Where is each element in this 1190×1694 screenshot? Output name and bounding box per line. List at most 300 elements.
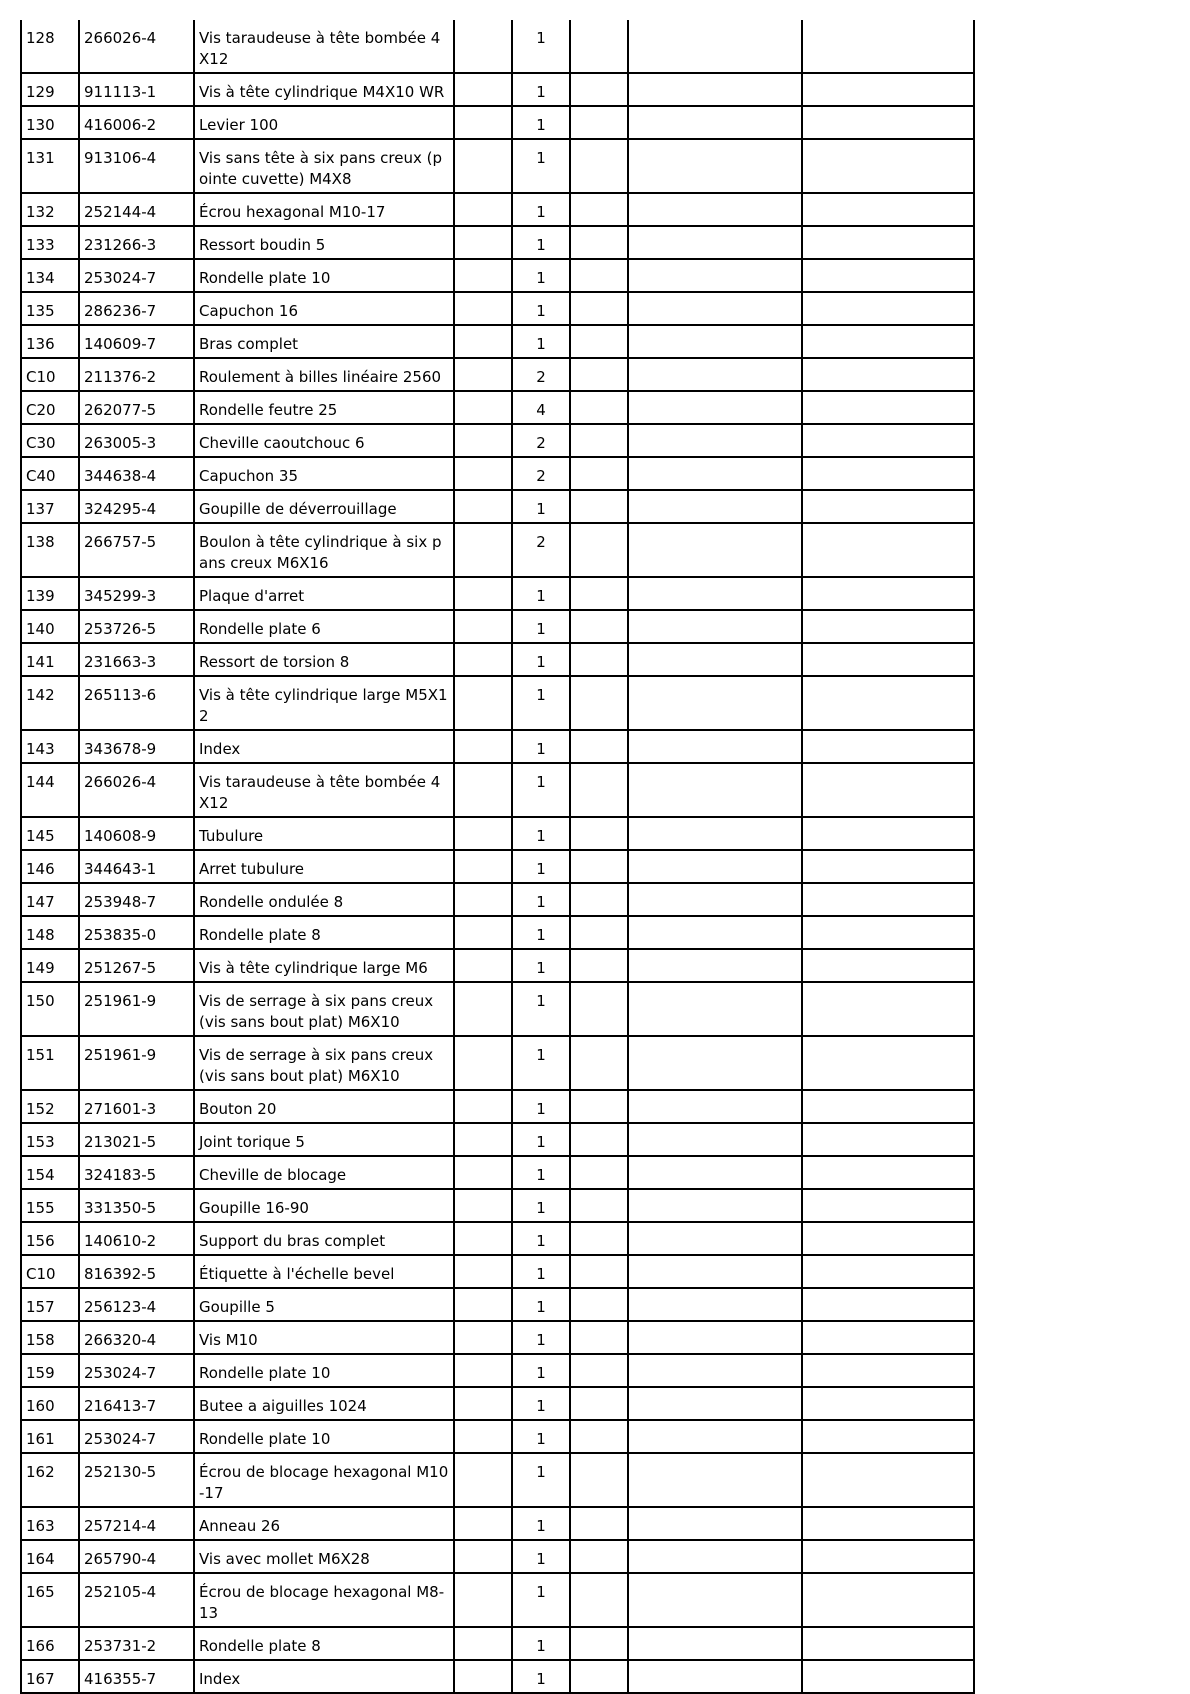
empty-cell — [802, 1540, 974, 1573]
description-cell: Rondelle ondulée 8 — [194, 883, 454, 916]
item-number-cell: C10 — [21, 1255, 79, 1288]
table-row — [21, 226, 974, 259]
empty-cell — [454, 1156, 512, 1189]
empty-cell — [570, 982, 628, 1036]
description-cell: Vis à tête cylindrique large M6 — [194, 949, 454, 982]
empty-cell — [802, 1156, 974, 1189]
empty-cell — [628, 763, 802, 817]
quantity-cell: 1 — [512, 1189, 570, 1222]
empty-cell — [570, 259, 628, 292]
empty-cell — [454, 226, 512, 259]
table-row — [21, 325, 974, 358]
empty-cell — [802, 1507, 974, 1540]
empty-cell — [570, 1255, 628, 1288]
empty-cell — [454, 982, 512, 1036]
empty-cell — [802, 676, 974, 730]
empty-cell — [570, 391, 628, 424]
empty-cell — [570, 1156, 628, 1189]
part-reference-cell: 911113-1 — [79, 73, 194, 106]
item-number-cell: 150 — [21, 982, 79, 1036]
table-row — [21, 1123, 974, 1156]
empty-cell — [802, 457, 974, 490]
item-number-cell: 146 — [21, 850, 79, 883]
part-reference-cell: 416006-2 — [79, 106, 194, 139]
table-row — [21, 676, 974, 730]
empty-cell — [454, 850, 512, 883]
empty-cell — [802, 1420, 974, 1453]
description-cell: Écrou hexagonal M10-17 — [194, 193, 454, 226]
item-number-cell: 154 — [21, 1156, 79, 1189]
empty-cell — [454, 1321, 512, 1354]
quantity-cell: 1 — [512, 1507, 570, 1540]
empty-cell — [570, 610, 628, 643]
item-number-cell: 132 — [21, 193, 79, 226]
part-reference-cell: 324295-4 — [79, 490, 194, 523]
empty-cell — [454, 1387, 512, 1420]
item-number-cell: 161 — [21, 1420, 79, 1453]
table-row — [21, 523, 974, 577]
empty-cell — [802, 916, 974, 949]
empty-cell — [802, 610, 974, 643]
quantity-cell: 1 — [512, 982, 570, 1036]
empty-cell — [570, 457, 628, 490]
empty-cell — [628, 1090, 802, 1123]
empty-cell — [570, 1507, 628, 1540]
part-reference-cell: 253024-7 — [79, 1354, 194, 1387]
table-row — [21, 73, 974, 106]
empty-cell — [570, 490, 628, 523]
part-reference-cell: 262077-5 — [79, 391, 194, 424]
table-row — [21, 1507, 974, 1540]
quantity-cell: 1 — [512, 292, 570, 325]
empty-cell — [628, 226, 802, 259]
empty-cell — [570, 1354, 628, 1387]
part-reference-cell: 265113-6 — [79, 676, 194, 730]
item-number-cell: 162 — [21, 1453, 79, 1507]
empty-cell — [628, 1387, 802, 1420]
empty-cell — [570, 106, 628, 139]
empty-cell — [802, 325, 974, 358]
description-cell: Support du bras complet — [194, 1222, 454, 1255]
description-cell: Roulement à billes linéaire 2560 — [194, 358, 454, 391]
empty-cell — [454, 457, 512, 490]
quantity-cell: 1 — [512, 20, 570, 73]
empty-cell — [628, 1453, 802, 1507]
empty-cell — [454, 1540, 512, 1573]
empty-cell — [802, 1090, 974, 1123]
part-reference-cell: 257214-4 — [79, 1507, 194, 1540]
quantity-cell: 1 — [512, 817, 570, 850]
empty-cell — [628, 1573, 802, 1627]
item-number-cell: 151 — [21, 1036, 79, 1090]
part-reference-cell: 211376-2 — [79, 358, 194, 391]
item-number-cell: 159 — [21, 1354, 79, 1387]
empty-cell — [628, 1507, 802, 1540]
quantity-cell: 1 — [512, 1036, 570, 1090]
description-cell: Écrou de blocage hexagonal M10-17 — [194, 1453, 454, 1507]
empty-cell — [802, 1123, 974, 1156]
part-reference-cell: 253835-0 — [79, 916, 194, 949]
part-reference-cell: 331350-5 — [79, 1189, 194, 1222]
quantity-cell: 1 — [512, 1255, 570, 1288]
part-reference-cell: 343678-9 — [79, 730, 194, 763]
table-row — [21, 139, 974, 193]
description-cell: Rondelle feutre 25 — [194, 391, 454, 424]
item-number-cell: 130 — [21, 106, 79, 139]
empty-cell — [802, 1453, 974, 1507]
part-reference-cell: 140608-9 — [79, 817, 194, 850]
empty-cell — [628, 523, 802, 577]
table-row — [21, 292, 974, 325]
table-row — [21, 643, 974, 676]
empty-cell — [454, 1123, 512, 1156]
item-number-cell: 163 — [21, 1507, 79, 1540]
item-number-cell: 160 — [21, 1387, 79, 1420]
empty-cell — [454, 643, 512, 676]
quantity-cell: 1 — [512, 763, 570, 817]
table-row — [21, 916, 974, 949]
table-row — [21, 490, 974, 523]
empty-cell — [802, 1222, 974, 1255]
empty-cell — [570, 1321, 628, 1354]
empty-cell — [570, 139, 628, 193]
empty-cell — [454, 20, 512, 73]
table-row — [21, 1420, 974, 1453]
empty-cell — [454, 1420, 512, 1453]
empty-cell — [570, 1189, 628, 1222]
table-row — [21, 1255, 974, 1288]
quantity-cell: 1 — [512, 193, 570, 226]
item-number-cell: 137 — [21, 490, 79, 523]
empty-cell — [454, 1189, 512, 1222]
description-cell: Rondelle plate 8 — [194, 916, 454, 949]
empty-cell — [454, 106, 512, 139]
description-cell: Vis à tête cylindrique large M5X12 — [194, 676, 454, 730]
item-number-cell: 134 — [21, 259, 79, 292]
quantity-cell: 1 — [512, 1453, 570, 1507]
empty-cell — [454, 916, 512, 949]
empty-cell — [802, 949, 974, 982]
empty-cell — [570, 850, 628, 883]
part-reference-cell: 253024-7 — [79, 1420, 194, 1453]
empty-cell — [628, 1036, 802, 1090]
empty-cell — [454, 577, 512, 610]
part-reference-cell: 253948-7 — [79, 883, 194, 916]
quantity-cell: 2 — [512, 424, 570, 457]
quantity-cell: 1 — [512, 850, 570, 883]
empty-cell — [570, 523, 628, 577]
empty-cell — [454, 763, 512, 817]
table-row — [21, 1222, 974, 1255]
empty-cell — [570, 1123, 628, 1156]
quantity-cell: 1 — [512, 643, 570, 676]
item-number-cell: 136 — [21, 325, 79, 358]
table-row — [21, 1354, 974, 1387]
empty-cell — [454, 1573, 512, 1627]
part-reference-cell: 251961-9 — [79, 1036, 194, 1090]
description-cell: Bouton 20 — [194, 1090, 454, 1123]
table-row — [21, 850, 974, 883]
item-number-cell: 139 — [21, 577, 79, 610]
table-row — [21, 1189, 974, 1222]
description-cell: Vis de serrage à six pans creux (vis sans bout plat) M6X10 — [194, 982, 454, 1036]
item-number-cell: 141 — [21, 643, 79, 676]
part-reference-cell: 266757-5 — [79, 523, 194, 577]
empty-cell — [570, 730, 628, 763]
table-row — [21, 1387, 974, 1420]
quantity-cell: 1 — [512, 73, 570, 106]
part-reference-cell: 252144-4 — [79, 193, 194, 226]
quantity-cell: 1 — [512, 106, 570, 139]
empty-cell — [628, 490, 802, 523]
empty-cell — [802, 1321, 974, 1354]
parts-list-sheet — [20, 20, 975, 1694]
table-row — [21, 982, 974, 1036]
empty-cell — [570, 883, 628, 916]
empty-cell — [628, 139, 802, 193]
part-reference-cell: 253731-2 — [79, 1627, 194, 1660]
empty-cell — [454, 1453, 512, 1507]
quantity-cell: 1 — [512, 730, 570, 763]
empty-cell — [454, 325, 512, 358]
description-cell: Index — [194, 730, 454, 763]
empty-cell — [628, 883, 802, 916]
empty-cell — [570, 193, 628, 226]
empty-cell — [570, 1288, 628, 1321]
item-number-cell: 143 — [21, 730, 79, 763]
item-number-cell: 166 — [21, 1627, 79, 1660]
item-number-cell: 128 — [21, 20, 79, 73]
empty-cell — [628, 850, 802, 883]
table-row — [21, 1540, 974, 1573]
empty-cell — [570, 292, 628, 325]
empty-cell — [454, 259, 512, 292]
item-number-cell: 147 — [21, 883, 79, 916]
empty-cell — [802, 1255, 974, 1288]
quantity-cell: 1 — [512, 1288, 570, 1321]
empty-cell — [454, 490, 512, 523]
description-cell: Vis sans tête à six pans creux (pointe cuvette) M4X8 — [194, 139, 454, 193]
description-cell: Rondelle plate 6 — [194, 610, 454, 643]
description-cell: Arret tubulure — [194, 850, 454, 883]
empty-cell — [570, 577, 628, 610]
quantity-cell: 1 — [512, 1123, 570, 1156]
empty-cell — [628, 817, 802, 850]
parts-table-body — [21, 20, 974, 1693]
table-row — [21, 1156, 974, 1189]
item-number-cell: C40 — [21, 457, 79, 490]
empty-cell — [570, 1387, 628, 1420]
item-number-cell: 135 — [21, 292, 79, 325]
quantity-cell: 1 — [512, 916, 570, 949]
empty-cell — [802, 73, 974, 106]
table-row — [21, 610, 974, 643]
quantity-cell: 1 — [512, 577, 570, 610]
empty-cell — [802, 1288, 974, 1321]
empty-cell — [570, 424, 628, 457]
empty-cell — [802, 193, 974, 226]
empty-cell — [570, 1420, 628, 1453]
part-reference-cell: 253726-5 — [79, 610, 194, 643]
item-number-cell: 156 — [21, 1222, 79, 1255]
description-cell: Rondelle plate 10 — [194, 259, 454, 292]
empty-cell — [628, 391, 802, 424]
empty-cell — [570, 763, 628, 817]
description-cell: Écrou de blocage hexagonal M8-13 — [194, 1573, 454, 1627]
table-row — [21, 1090, 974, 1123]
quantity-cell: 1 — [512, 883, 570, 916]
quantity-cell: 1 — [512, 325, 570, 358]
empty-cell — [454, 817, 512, 850]
part-reference-cell: 140610-2 — [79, 1222, 194, 1255]
empty-cell — [628, 982, 802, 1036]
empty-cell — [802, 20, 974, 73]
empty-cell — [802, 424, 974, 457]
empty-cell — [570, 1090, 628, 1123]
description-cell: Butee a aiguilles 1024 — [194, 1387, 454, 1420]
part-reference-cell: 816392-5 — [79, 1255, 194, 1288]
empty-cell — [802, 817, 974, 850]
item-number-cell: 148 — [21, 916, 79, 949]
quantity-cell: 1 — [512, 610, 570, 643]
item-number-cell: 140 — [21, 610, 79, 643]
empty-cell — [802, 643, 974, 676]
empty-cell — [628, 730, 802, 763]
empty-cell — [802, 490, 974, 523]
quantity-cell: 4 — [512, 391, 570, 424]
quantity-cell: 2 — [512, 358, 570, 391]
empty-cell — [628, 643, 802, 676]
quantity-cell: 1 — [512, 1090, 570, 1123]
description-cell: Rondelle plate 10 — [194, 1354, 454, 1387]
part-reference-cell: 213021-5 — [79, 1123, 194, 1156]
empty-cell — [570, 949, 628, 982]
empty-cell — [454, 193, 512, 226]
table-row — [21, 1288, 974, 1321]
quantity-cell: 1 — [512, 1627, 570, 1660]
description-cell: Anneau 26 — [194, 1507, 454, 1540]
description-cell: Ressort boudin 5 — [194, 226, 454, 259]
empty-cell — [628, 1288, 802, 1321]
item-number-cell: 145 — [21, 817, 79, 850]
description-cell: Capuchon 35 — [194, 457, 454, 490]
quantity-cell: 1 — [512, 1573, 570, 1627]
item-number-cell: 129 — [21, 73, 79, 106]
description-cell: Plaque d'arret — [194, 577, 454, 610]
empty-cell — [628, 358, 802, 391]
item-number-cell: 155 — [21, 1189, 79, 1222]
table-row — [21, 193, 974, 226]
empty-cell — [628, 20, 802, 73]
empty-cell — [454, 424, 512, 457]
empty-cell — [570, 643, 628, 676]
description-cell: Capuchon 16 — [194, 292, 454, 325]
empty-cell — [454, 292, 512, 325]
part-reference-cell: 271601-3 — [79, 1090, 194, 1123]
table-row — [21, 259, 974, 292]
table-row — [21, 1573, 974, 1627]
description-cell: Index — [194, 1660, 454, 1693]
item-number-cell: 165 — [21, 1573, 79, 1627]
empty-cell — [570, 1453, 628, 1507]
part-reference-cell: 252130-5 — [79, 1453, 194, 1507]
empty-cell — [454, 1354, 512, 1387]
part-reference-cell: 266026-4 — [79, 763, 194, 817]
empty-cell — [454, 1255, 512, 1288]
empty-cell — [570, 676, 628, 730]
table-row — [21, 1321, 974, 1354]
table-row — [21, 763, 974, 817]
part-reference-cell: 140609-7 — [79, 325, 194, 358]
item-number-cell: 149 — [21, 949, 79, 982]
empty-cell — [628, 193, 802, 226]
description-cell: Tubulure — [194, 817, 454, 850]
description-cell: Rondelle plate 8 — [194, 1627, 454, 1660]
empty-cell — [454, 391, 512, 424]
table-row — [21, 20, 974, 73]
empty-cell — [570, 1222, 628, 1255]
quantity-cell: 2 — [512, 523, 570, 577]
description-cell: Boulon à tête cylindrique à six pans creux M6X16 — [194, 523, 454, 577]
table-row — [21, 424, 974, 457]
empty-cell — [570, 358, 628, 391]
part-reference-cell: 253024-7 — [79, 259, 194, 292]
description-cell: Goupille de déverrouillage — [194, 490, 454, 523]
empty-cell — [628, 1420, 802, 1453]
empty-cell — [570, 1573, 628, 1627]
item-number-cell: 142 — [21, 676, 79, 730]
item-number-cell: C20 — [21, 391, 79, 424]
item-number-cell: C10 — [21, 358, 79, 391]
table-row — [21, 1453, 974, 1507]
table-row — [21, 457, 974, 490]
quantity-cell: 1 — [512, 1660, 570, 1693]
part-reference-cell: 913106-4 — [79, 139, 194, 193]
empty-cell — [802, 391, 974, 424]
empty-cell — [454, 610, 512, 643]
empty-cell — [454, 676, 512, 730]
table-row — [21, 730, 974, 763]
empty-cell — [628, 1354, 802, 1387]
part-reference-cell: 344643-1 — [79, 850, 194, 883]
empty-cell — [802, 292, 974, 325]
description-cell: Étiquette à l'échelle bevel — [194, 1255, 454, 1288]
part-reference-cell: 286236-7 — [79, 292, 194, 325]
empty-cell — [454, 73, 512, 106]
part-reference-cell: 251961-9 — [79, 982, 194, 1036]
description-cell: Levier 100 — [194, 106, 454, 139]
item-number-cell: 158 — [21, 1321, 79, 1354]
part-reference-cell: 231663-3 — [79, 643, 194, 676]
quantity-cell: 1 — [512, 1540, 570, 1573]
item-number-cell: 138 — [21, 523, 79, 577]
item-number-cell: C30 — [21, 424, 79, 457]
empty-cell — [454, 1288, 512, 1321]
quantity-cell: 1 — [512, 226, 570, 259]
item-number-cell: 153 — [21, 1123, 79, 1156]
empty-cell — [454, 1222, 512, 1255]
description-cell: Vis taraudeuse à tête bombée 4X12 — [194, 763, 454, 817]
parts-table — [20, 20, 975, 1694]
empty-cell — [802, 226, 974, 259]
empty-cell — [454, 139, 512, 193]
empty-cell — [628, 292, 802, 325]
empty-cell — [628, 676, 802, 730]
empty-cell — [628, 106, 802, 139]
table-row — [21, 949, 974, 982]
empty-cell — [628, 1123, 802, 1156]
empty-cell — [454, 1507, 512, 1540]
